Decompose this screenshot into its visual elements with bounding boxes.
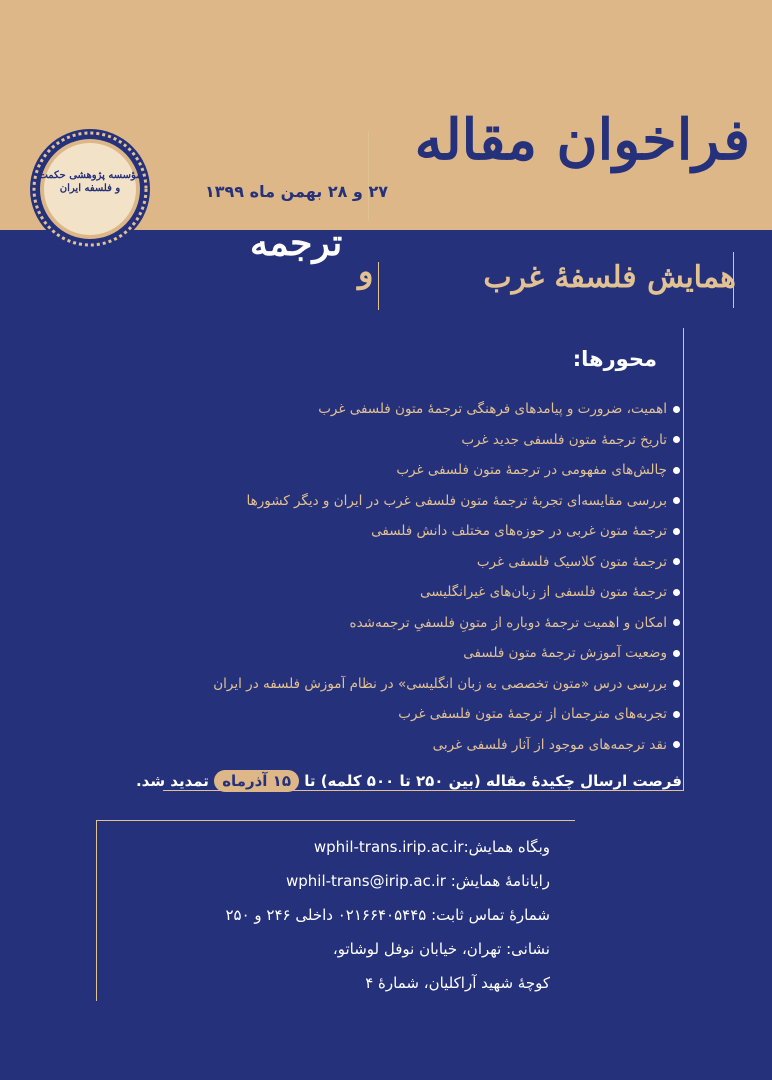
call-for-papers-title: فراخوان مقاله (414, 107, 750, 173)
list-item: اهمیت، ضرورت و پیامدهای فرهنگی ترجمهٔ متون فلسفی غرب (120, 394, 680, 425)
bullet-icon (673, 497, 680, 504)
bullet-icon (673, 406, 680, 413)
website-label: وبگاه همایش: (463, 838, 550, 856)
email-label: رایانامهٔ همایش: (450, 872, 550, 890)
topics-heading: محورها: (572, 347, 657, 371)
bullet-icon (673, 680, 680, 687)
list-item: ترجمهٔ متون فلسفی از زبان‌های غیرانگلیسی (120, 577, 680, 608)
email-line (286, 872, 550, 890)
translation-word: ترجمه (250, 222, 343, 264)
logo-text: مؤسسه پژوهشی حکمت و فلسفه ایران (38, 170, 142, 194)
bullet-icon (673, 589, 680, 596)
email-link[interactable]: wphil-trans@irip.ac.ir (286, 872, 446, 890)
bullet-icon (673, 619, 680, 626)
bullet-icon (673, 741, 680, 748)
list-item: ترجمهٔ متون غربی در حوزه‌های مختلف دانش فلسفی (120, 516, 680, 547)
list-item: تاریخ ترجمهٔ متون فلسفی جدید غرب (120, 425, 680, 456)
conference-date: ۲۷ و ۲۸ بهمن ماه ۱۳۹۹ (205, 182, 388, 201)
deadline-date-badge: ۱۵ آذرماه (214, 770, 299, 792)
and-word: و (358, 252, 374, 290)
website-line (314, 838, 550, 856)
conference-title: همایش فلسفهٔ غرب (483, 260, 736, 295)
list-item: تجربه‌های مترجمان از ترجمهٔ متون فلسفی غرب (120, 699, 680, 730)
institute-logo (28, 127, 152, 251)
phone-line: شمارهٔ تماس ثابت: ۰۲۱۶۶۴۰۵۴۴۵ داخلی ۲۴۶ و ۲۵۰ (225, 906, 550, 924)
bullet-icon (673, 650, 680, 657)
list-item: بررسی مقایسه‌ای تجربهٔ ترجمهٔ متون فلسفی غرب در ایران و دیگر کشورها (120, 486, 680, 517)
website-link[interactable]: wphil-trans.irip.ac.ir (313, 838, 464, 856)
bullet-icon (673, 528, 680, 535)
address-line-2: کوچهٔ شهید آراکلیان، شمارهٔ ۴ (365, 974, 550, 992)
list-item: ترجمهٔ متون کلاسیک فلسفی غرب (120, 547, 680, 578)
bullet-icon (673, 467, 680, 474)
bullet-icon (673, 436, 680, 443)
list-item: امکان و اهمیت ترجمهٔ دوباره از متونِ فلسفیِ ترجمه‌شده (120, 608, 680, 639)
topics-list (120, 394, 680, 760)
address-line-1: نشانی: تهران، خیابان نوفل لوشاتو، (332, 940, 550, 958)
deadline-suffix: تمدید شد. (135, 772, 209, 790)
bullet-icon (673, 711, 680, 718)
list-item: نقد ترجمه‌های موجود از آثار فلسفی غربی (120, 730, 680, 761)
list-item: بررسی درس «متون تخصصی به زبان انگلیسی» در نظام آموزش فلسفه در ایران (120, 669, 680, 700)
title-divider-left (368, 132, 369, 220)
list-item: چالش‌های مفهومی در ترجمهٔ متون فلسفی غرب (120, 455, 680, 486)
title-divider-mid (378, 262, 379, 310)
list-item: وضعیت آموزش ترجمهٔ متون فلسفی (120, 638, 680, 669)
bullet-icon (673, 558, 680, 565)
deadline-notice (136, 770, 682, 792)
deadline-prefix: فرصت ارسال چکیدهٔ مقاله (بین ۲۵۰ تا ۵۰۰ کلمه) تا (304, 772, 682, 790)
